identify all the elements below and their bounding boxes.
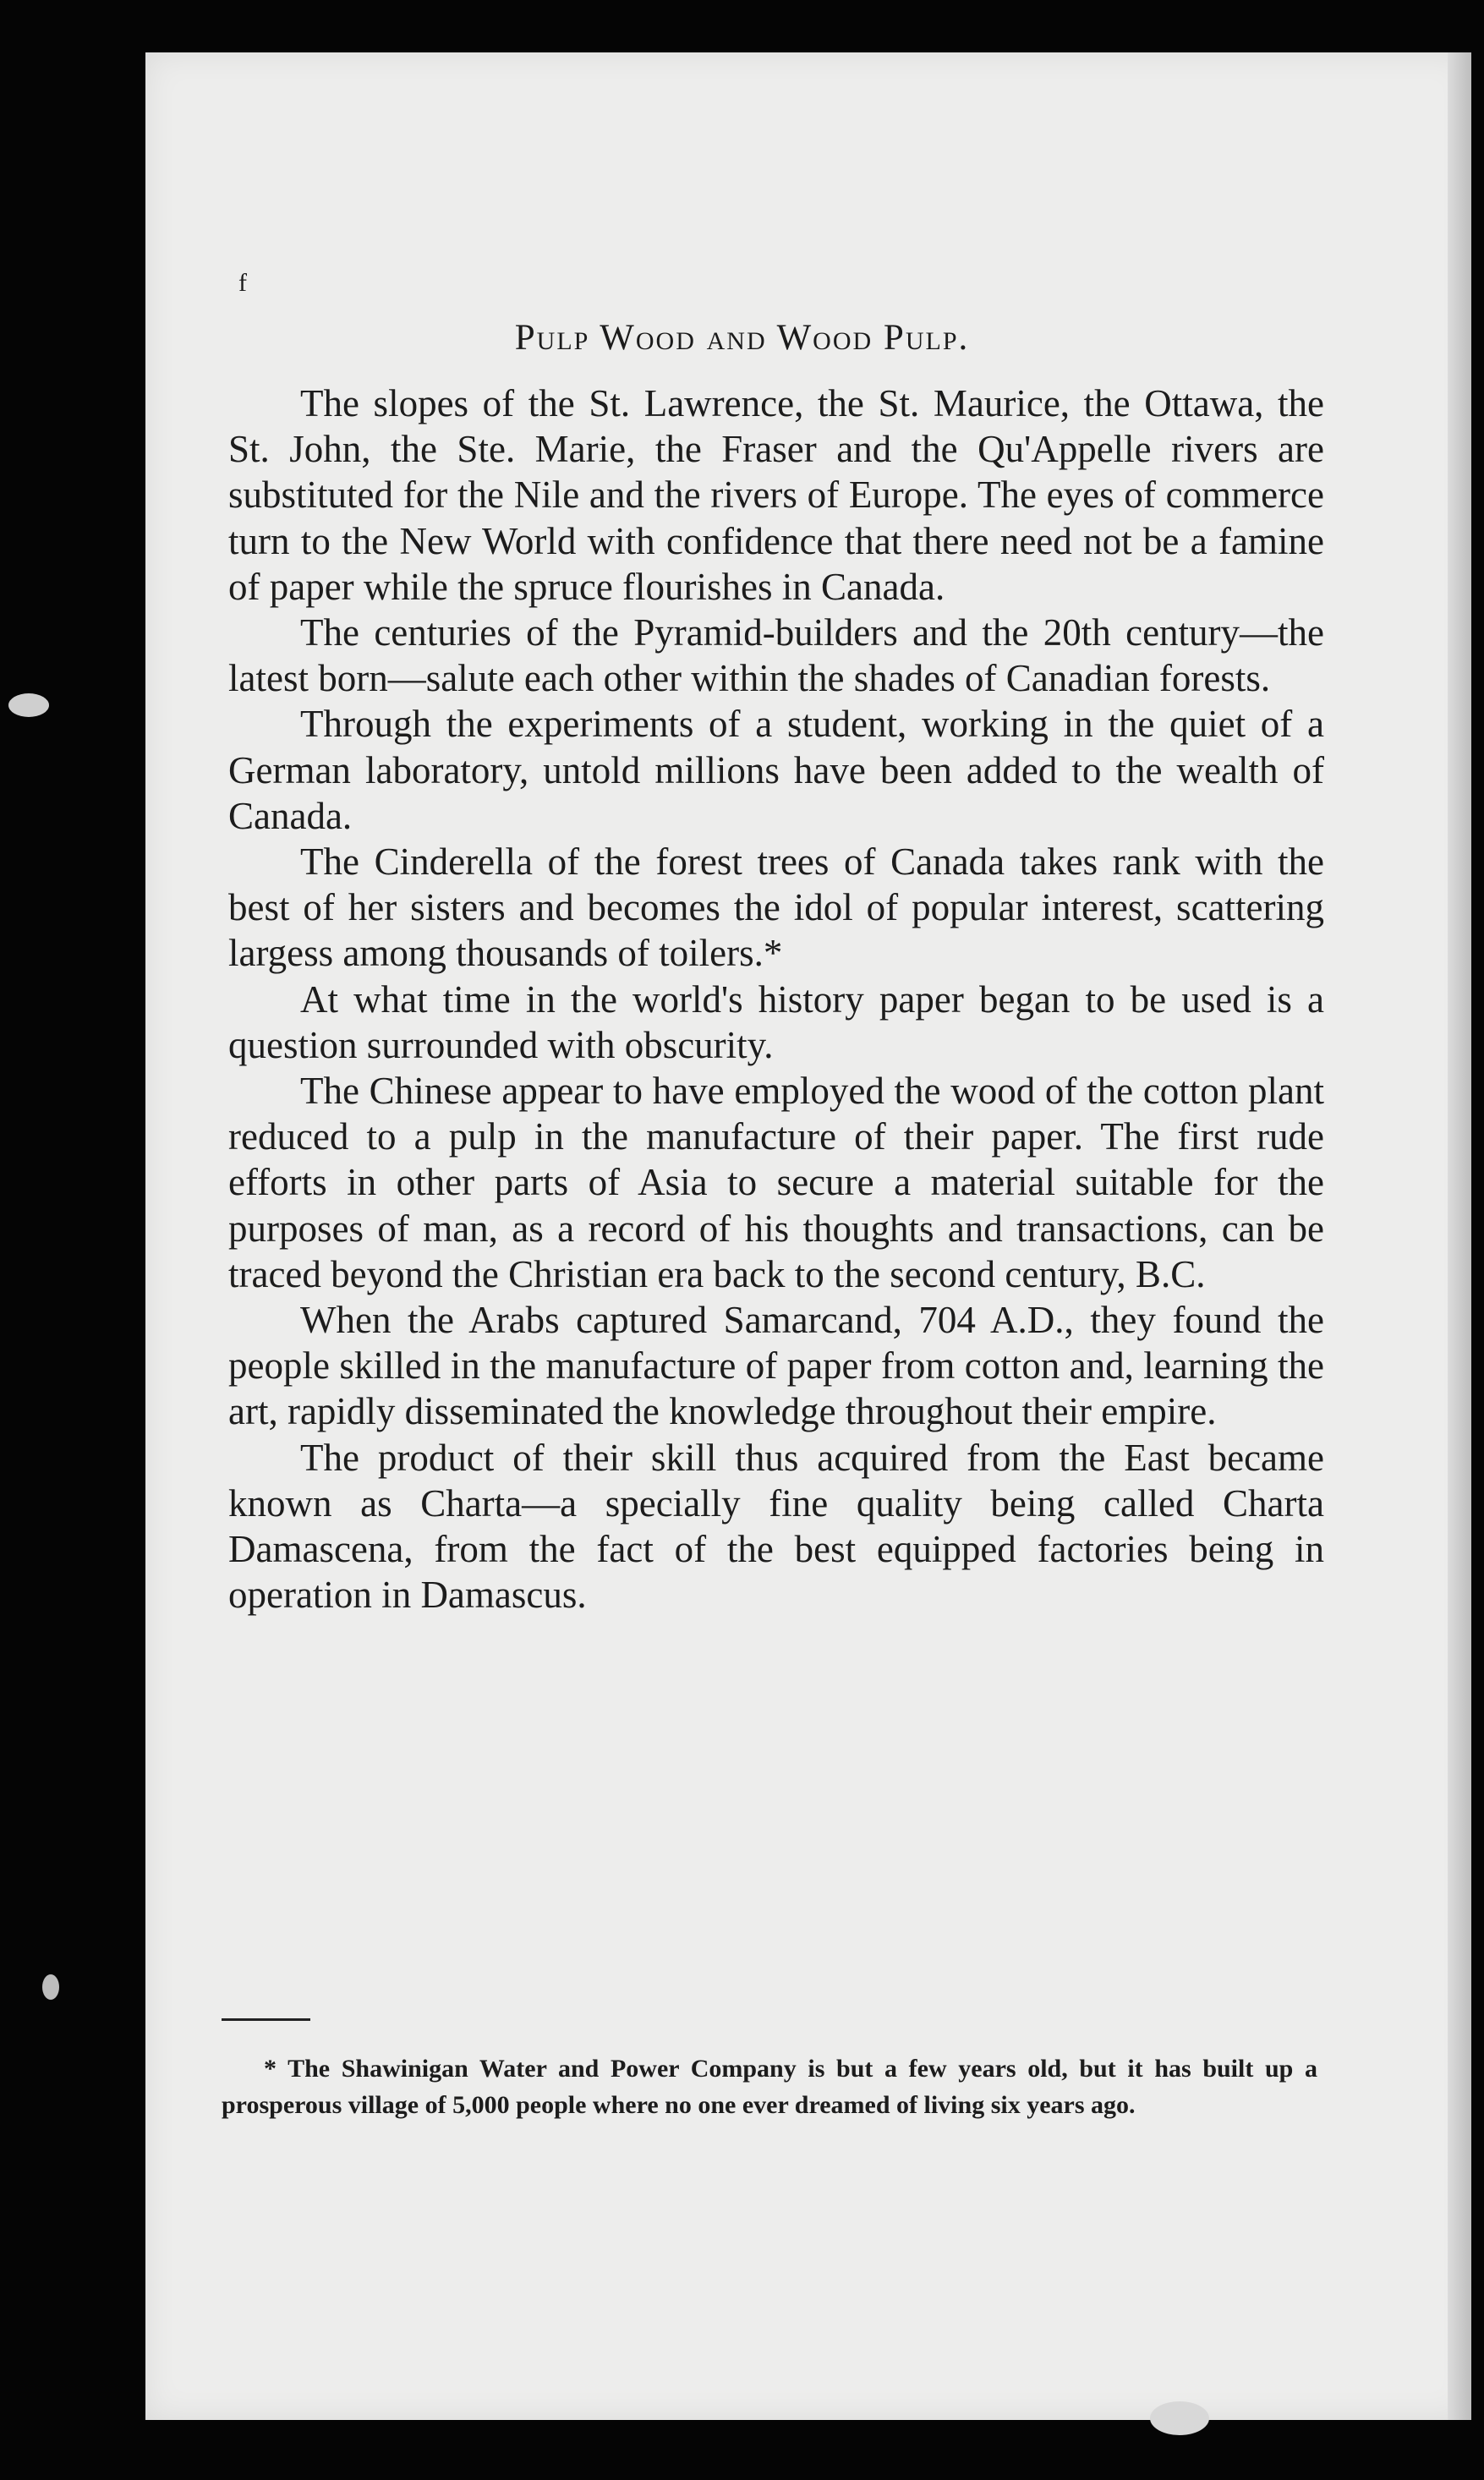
paragraph: The centuries of the Pyramid-builders and the 20th century—the latest born—salute each other within the shades of Canadian forests. [228, 611, 1324, 700]
page-edge [1448, 52, 1471, 2420]
footnote: * The Shawinigan Water and Power Company is but a few years old, but it has built up a prosperous village of 5,000 people where no one ever dreamed of living six years ago. [222, 2055, 1317, 2119]
paragraph: The product of their skill thus acquired from the East became known as Charta—a specially fine quality being called Charta Damascena, from the fact of the best equipped factories being in operation in Damascus. [228, 1436, 1324, 1617]
paragraph: The Chinese appear to have employed the wood of the cotton plant reduced to a pulp in the manufacture of their paper. The first rude efforts in other parts of Asia to secure a material suitable for the purposes of man, as a record of his thoughts and transactions, can be traced beyond the Christian era back to the second century, B.C. [228, 1070, 1324, 1295]
scan-speck [42, 1974, 59, 2000]
scan-speck [8, 693, 49, 717]
paragraph: The Cinderella of the forest trees of Canada takes rank with the best of her sisters and becomes the idol of popular interest, scattering largess among thousands of toilers.* [228, 840, 1324, 975]
paragraph: Through the experiments of a student, working in the quiet of a German laboratory, untold millions have been added to the wealth of Canada. [228, 703, 1324, 837]
running-head: Pulp Wood and Wood Pulp. [514, 318, 970, 358]
page-folio: f [238, 269, 247, 297]
paragraph: The slopes of the St. Lawrence, the St. Maurice, the Ottawa, the St. John, the Ste. Marie, the Fraser and the Qu'Appelle rivers are substituted for the Nile and the rivers of Europe. The eyes of commerce turn to the New World with confidence that there need not be a famine of paper while the spruce flourishes in Canada. [228, 382, 1324, 608]
scan-speck [1150, 2401, 1209, 2435]
footnote-rule [222, 2018, 310, 2021]
paragraph: At what time in the world's history paper began to be used is a question surrounded with obscurity. [228, 977, 1324, 1066]
body-text [228, 380, 1324, 1618]
paragraph: When the Arabs captured Samarcand, 704 A.D., they found the people skilled in the manufacture of paper from cotton and, learning the art, rapidly disseminated the knowledge throughout their empire. [228, 1299, 1324, 1433]
